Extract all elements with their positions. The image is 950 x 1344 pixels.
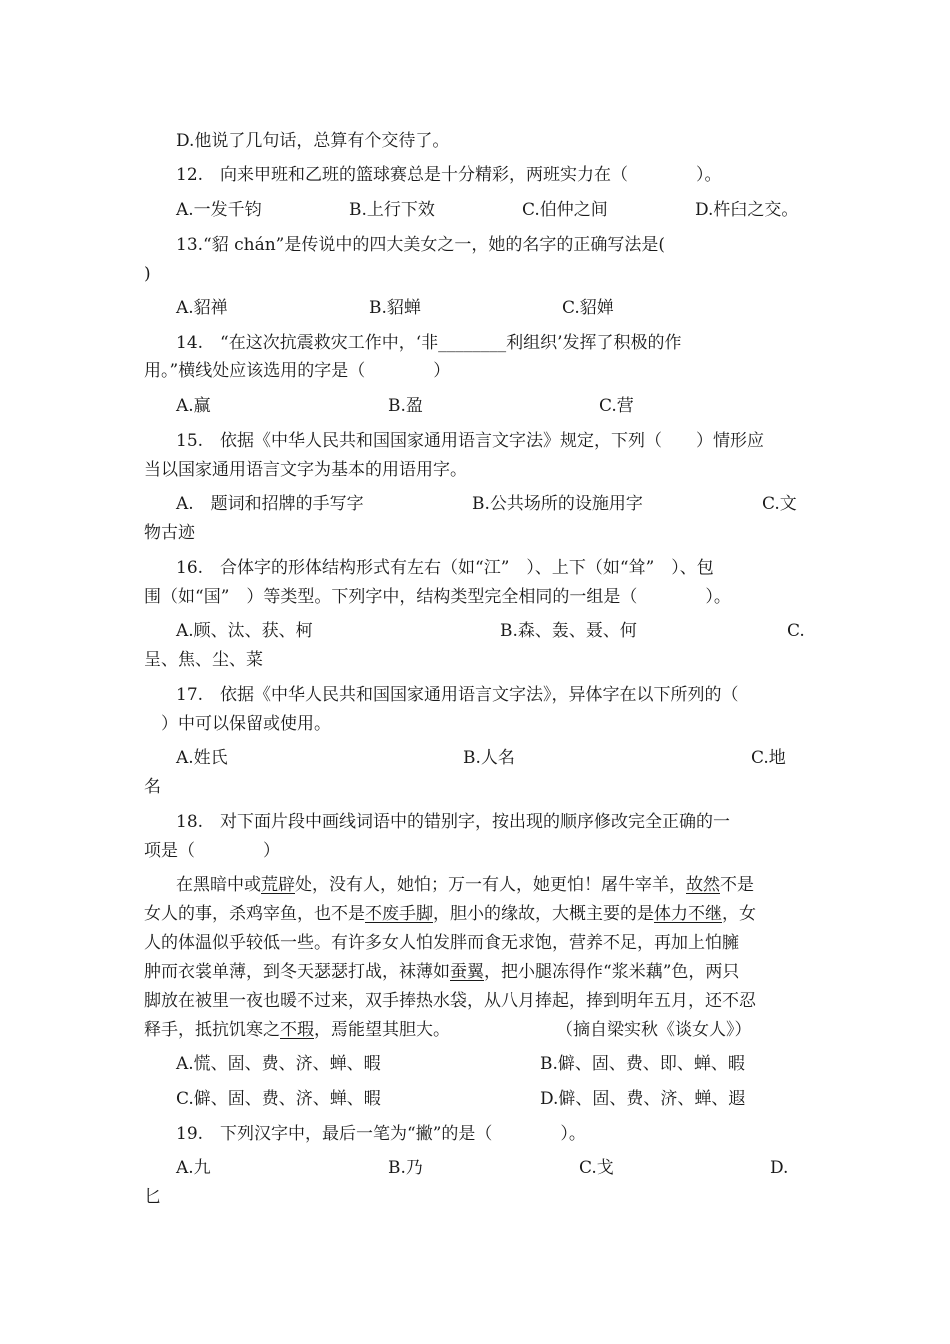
question-13: 13.“貂 chán”是传说中的四大美女之一，她的名字的正确写法是( bbox=[176, 235, 666, 255]
option-15b: B.公共场所的设施用字 bbox=[472, 494, 643, 514]
underlined-word: 故然 bbox=[686, 875, 720, 895]
question-17: 17. 依据《中华人民共和国国家通用语言文字法》，异体字在以下所列的（ bbox=[176, 685, 739, 705]
question-16: 16. 合体字的形体结构形式有左右（如“江” ）、上下（如“耸” ）、包 bbox=[176, 558, 714, 578]
option-16b: B.森、轰、聂、何 bbox=[500, 621, 637, 641]
option-18c: C.僻、固、费、济、蝉、暇 bbox=[176, 1089, 381, 1109]
option-17b: B.人名 bbox=[463, 748, 515, 768]
option-13b: B.貂蝉 bbox=[369, 298, 421, 318]
passage-line-2: 女人的事，杀鸡宰鱼，也不是不废手脚，胆小的缘故，大概主要的是体力不继，女 bbox=[144, 904, 756, 924]
underlined-word: 荒辟 bbox=[261, 875, 295, 895]
underlined-word: 不废手脚 bbox=[365, 904, 433, 924]
underlined-word: 不瑕 bbox=[280, 1020, 314, 1040]
option-18b: B.僻、固、费、即、蝉、暇 bbox=[540, 1054, 745, 1074]
underlined-word: 体力不继 bbox=[654, 904, 722, 924]
option-14a: A.赢 bbox=[176, 396, 211, 416]
question-14: 14. “在这次抗震救灾工作中，‘非________利组织’发挥了积极的作 bbox=[176, 333, 682, 353]
question-18-cont: 项是（ ） bbox=[144, 841, 280, 861]
option-19c: C.戈 bbox=[579, 1158, 614, 1178]
option-14b: B.盈 bbox=[388, 396, 423, 416]
option-16a: A.顾、汰、获、柯 bbox=[176, 621, 313, 641]
option-18a: A.慌、固、费、济、蝉、暇 bbox=[176, 1054, 381, 1074]
passage-line-1: 在黑暗中或荒辟处，没有人，她怕；万一有人，她更怕！屠牛宰羊，故然不是 bbox=[176, 875, 754, 895]
question-19: 19. 下列汉字中，最后一笔为“撇”的是（ ）。 bbox=[176, 1124, 586, 1144]
question-17-cont: ）中可以保留或使用。 bbox=[144, 714, 331, 734]
question-12: 12. 向来甲班和乙班的篮球赛总是十分精彩，两班实力在（ ）。 bbox=[176, 165, 722, 185]
option-13c: C.貂婵 bbox=[562, 298, 614, 318]
option-15a: A. 题词和招牌的手写字 bbox=[176, 494, 364, 514]
option-15c: C.文 bbox=[762, 494, 797, 514]
option-16c: C. bbox=[787, 621, 805, 641]
option-13a: A.貂禅 bbox=[176, 298, 228, 318]
option-12b: B.上行下效 bbox=[349, 200, 435, 220]
option-12c: C.伯仲之间 bbox=[522, 200, 608, 220]
passage-line-4: 肿而衣裳单薄，到冬天瑟瑟打战，袜薄如蚕翼，把小腿冻得作“浆米藕”色，两只 bbox=[144, 962, 740, 982]
option-11d: D.他说了几句话，总算有个交待了。 bbox=[176, 131, 450, 151]
option-12a: A.一发千钧 bbox=[176, 200, 262, 220]
underlined-word: 蚕翼 bbox=[450, 962, 484, 982]
option-19a: A.九 bbox=[176, 1158, 211, 1178]
passage-line-6: 释手，抵抗饥寒之不瑕，焉能望其胆大。 bbox=[144, 1020, 450, 1040]
question-13-cont: ) bbox=[144, 264, 151, 284]
option-17a: A.姓氏 bbox=[176, 748, 228, 768]
option-19d-cont: 匕 bbox=[144, 1187, 161, 1207]
passage-source: （摘自梁实秋《谈女人》） bbox=[556, 1020, 752, 1040]
option-18d: D.僻、固、费、济、蝉、遐 bbox=[540, 1089, 746, 1109]
option-12d: D.杵臼之交。 bbox=[695, 200, 799, 220]
option-17c: C.地 bbox=[751, 748, 786, 768]
passage-line-5: 脚放在被里一夜也暖不过来，双手捧热水袋，从八月捧起，捧到明年五月，还不忍 bbox=[144, 991, 756, 1011]
option-19b: B.乃 bbox=[388, 1158, 423, 1178]
option-15c-cont: 物古迹 bbox=[144, 523, 195, 543]
option-14c: C.营 bbox=[599, 396, 634, 416]
passage-line-3: 人的体温似乎较低一些。有许多女人怕发胖而食无求饱，营养不足，再加上怕臃 bbox=[144, 933, 739, 953]
question-16-cont: 围（如“国” ）等类型。下列字中，结构类型完全相同的一组是（ ）。 bbox=[144, 587, 731, 607]
question-18: 18. 对下面片段中画线词语中的错别字，按出现的顺序修改完全正确的一 bbox=[176, 812, 731, 832]
option-19d: D. bbox=[770, 1158, 789, 1178]
question-15-cont: 当以国家通用语言文字为基本的用语用字。 bbox=[144, 460, 467, 480]
question-14-cont: 用。”横线处应该选用的字是（ ） bbox=[144, 361, 451, 381]
option-16c-cont: 呈、焦、尘、菜 bbox=[144, 650, 263, 670]
option-17c-cont: 名 bbox=[144, 777, 161, 797]
question-15: 15. 依据《中华人民共和国国家通用语言文字法》规定，下列（ ）情形应 bbox=[176, 431, 765, 451]
